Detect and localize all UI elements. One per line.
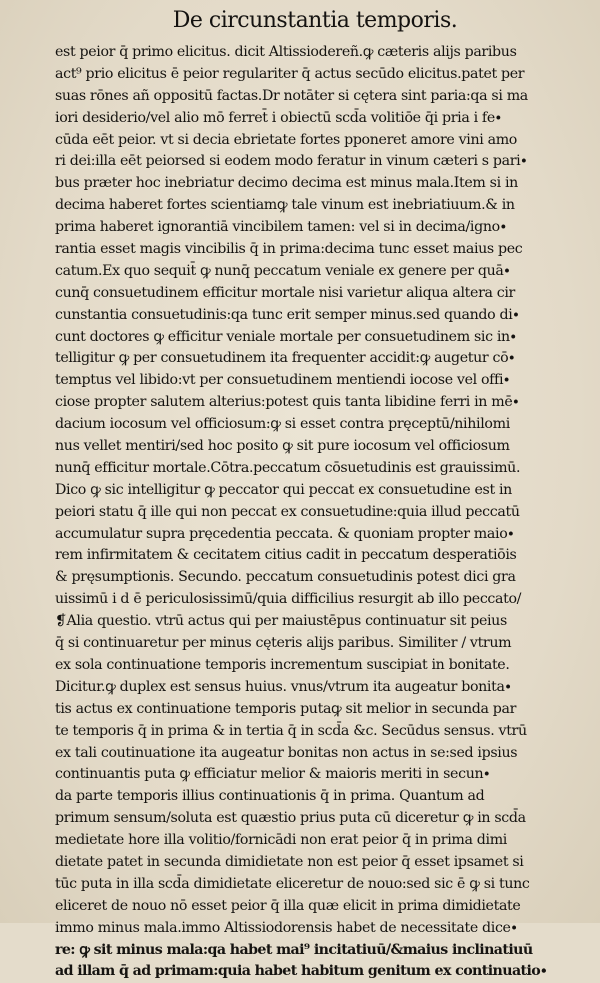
text-line: ex tali coutinuatione ita augeatur bonitas non actus in se:sed ipsius: [55, 744, 518, 761]
text-line: bus præter hoc inebriatur decimo decima est minus mala.Item si in: [55, 175, 518, 192]
text-line: q̄ si continuaretur per minus cęteris alijs paribus. Similiter / vtrum: [55, 635, 512, 652]
text-line: tis actus ex continuatione temporis putaꝙ sit melior in secunda par: [55, 700, 517, 717]
text-line: te temporis q̄ in prima & in tertia q̄ in scd̄a &c. Secūdus sensus. vtrū: [55, 722, 527, 739]
text-line: ex sola continuatione temporis incrementum suscipiat in bonitate.: [55, 656, 510, 673]
text-line: cūda eēt peior. vt si decia ebrietate fortes pponeret amore vini amo: [55, 131, 518, 148]
text-line: rantia esset magis vincibilis q̄ in prima:decima tunc esset maius pec: [55, 241, 523, 258]
text-line: catum.Ex quo sequit̄ ꝙ nunq̄ peccatum veniale ex genere per quā∙: [55, 262, 511, 279]
text-line: nus vellet mentiri/sed hoc posito ꝙ sit pure iocosum vel officiosum: [55, 438, 510, 455]
text-line: uissimū i d ē periculosissimū/quia difficilius resurgit ab illo peccato/: [55, 591, 522, 608]
text-line: cunq̄ consuetudinem efficitur mortale nisi varietur aliqua altera cir: [55, 284, 515, 301]
text-line: ri dei:illa eēt peiorsed si eodem modo feratur in vinum cæteri s pari∙: [55, 153, 527, 170]
text-line: cunt doctores ꝙ efficitur veniale mortale per consuetudinem sic in∙: [55, 328, 517, 345]
text-line: da parte temporis illius continuationis q̄ in prima. Quantum ad: [55, 788, 485, 805]
text-line: cunstantia consuetudinis:qa tunc erit semper minus.sed quando di∙: [55, 306, 520, 323]
text-column: [55, 42, 575, 983]
text-line: telligitur ꝙ per consuetudinem ita frequenter accidit:ꝙ augetur cō∙: [55, 350, 515, 367]
text-line: ciose propter salutem alterius:potest quis tanta libidine ferri in mē∙: [55, 394, 520, 411]
text-line: nunq̄ efficitur mortale.Cōtra.peccatum cōsuetudinis est grauissimū.: [55, 459, 521, 476]
text-line: medietate hore illa volitio/fornicādi non erat peior q̄ in prima dimi: [55, 832, 507, 849]
text-line: & pręsumptionis. Secundo. peccatum consuetudinis potest dici gra: [55, 569, 516, 586]
text-line: rem infirmitatem & cecitatem citius cadit in peccatum desperatiōis: [55, 547, 517, 564]
running-head: De circunstantia temporis.: [172, 8, 458, 33]
text-line: continuantis puta ꝙ efficiatur melior & maioris meriti in secun∙: [55, 766, 490, 783]
text-line: dietate patet in secunda dimidietate non est peior q̄ esset ipsamet si: [55, 853, 524, 870]
text-line: Dico ꝙ sic intelligitur ꝙ peccator qui peccat ex consuetudine est in: [55, 481, 512, 498]
text-line: est peior q̄ primo elicitus. dicit Altissiodereñ.ꝙ cæteris alijs paribus: [55, 44, 517, 60]
text-line: suas rōnes añ oppositū factas.Dr notāter si cętera sint paria:qa si ma: [55, 87, 528, 104]
text-line: iori desiderio/vel alio mō ferret̄ i obiectū scd̄a volitiōe q̄i pria i fe∙: [55, 109, 502, 126]
text-line: primum sensum/soluta est quæstio prius puta cū diceretur ꝙ in scd̄a: [55, 810, 526, 827]
text-line: re: ꝙ sit minus mala:qa habet mai⁹ incitatiuū/&maius inclinatiuū: [55, 941, 533, 958]
text-line: decima haberet fortes scientiamꝙ tale vinum est inebriatiuum.& in: [55, 197, 515, 214]
text-line: accumulatur supra pręcedentia peccata. & quoniam propter maio∙: [55, 525, 515, 542]
text-line: prima haberet ignorantiā vincibilem tamen: vel si in decima/igno∙: [55, 219, 507, 236]
text-line: temptus vel libido:vt per consuetudinem mentiendi iocose vel offi∙: [55, 372, 510, 389]
text-line: tūc puta in illa scd̄a dimidietate eliceretur de nouo:sed sic ē ꝙ si tunc: [55, 875, 530, 892]
text-line: peiori statu q̄ ille qui non peccat ex consuetudine:quia illud peccatū: [55, 503, 520, 520]
text-line: act⁹ prio elicitus ē peior regulariter q̄ actus secūdo elicitus.patet per: [55, 65, 525, 82]
text-line: ad illam q̄ ad primam:quia habet habitum genitum ex continuatio∙: [55, 963, 547, 980]
text-line: dacium iocosum vel officiosum:ꝙ si esset contra pręceptū/nihilomi: [55, 416, 510, 433]
text-line: Dicitur.ꝙ duplex est sensus huius. vnus/vtrum ita augeatur bonita∙: [55, 678, 512, 695]
text-line: eliceret de nouo nō esset peior q̄ illa quæ elicit in prima dimidietate: [55, 897, 521, 914]
text-line: immo minus mala.immo Altissiodorensis habet de necessitate dice∙: [55, 919, 518, 936]
text-line: ❡Alia questio. vtrū actus qui per maiustēpus continuatur sit peius: [55, 613, 507, 630]
